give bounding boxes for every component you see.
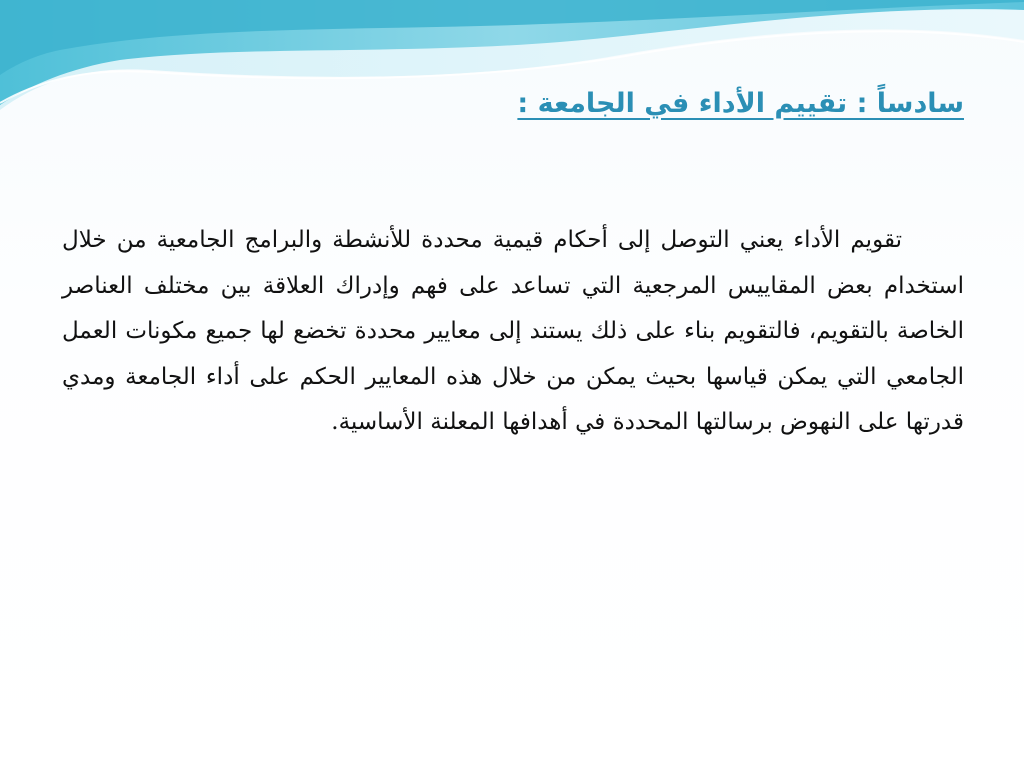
body-paragraph: تقويم الأداء يعني التوصل إلى أحكام قيمية محددة للأنشطة والبرامج الجامعية من خلال استخدام بعض المقاييس المرجعية التي تساعد على فهم وإدراك العلاقة بين مختلف العناصر الخاصة بالتقويم، فالتقويم بناء على ذلك يستند إلى معايير محددة تخضع لها جميع مكونات العمل الجامعي التي يمكن قياسها بحيث يمكن من خلال هذه المعايير الحكم على أداء الجامعة ومدي قدرتها على النهوض برسالتها المحددة في أهدافها المعلنة الأساسية. — [62, 227, 964, 435]
slide-title: سادساً : تقييم الأداء في الجامعة : — [517, 88, 964, 119]
